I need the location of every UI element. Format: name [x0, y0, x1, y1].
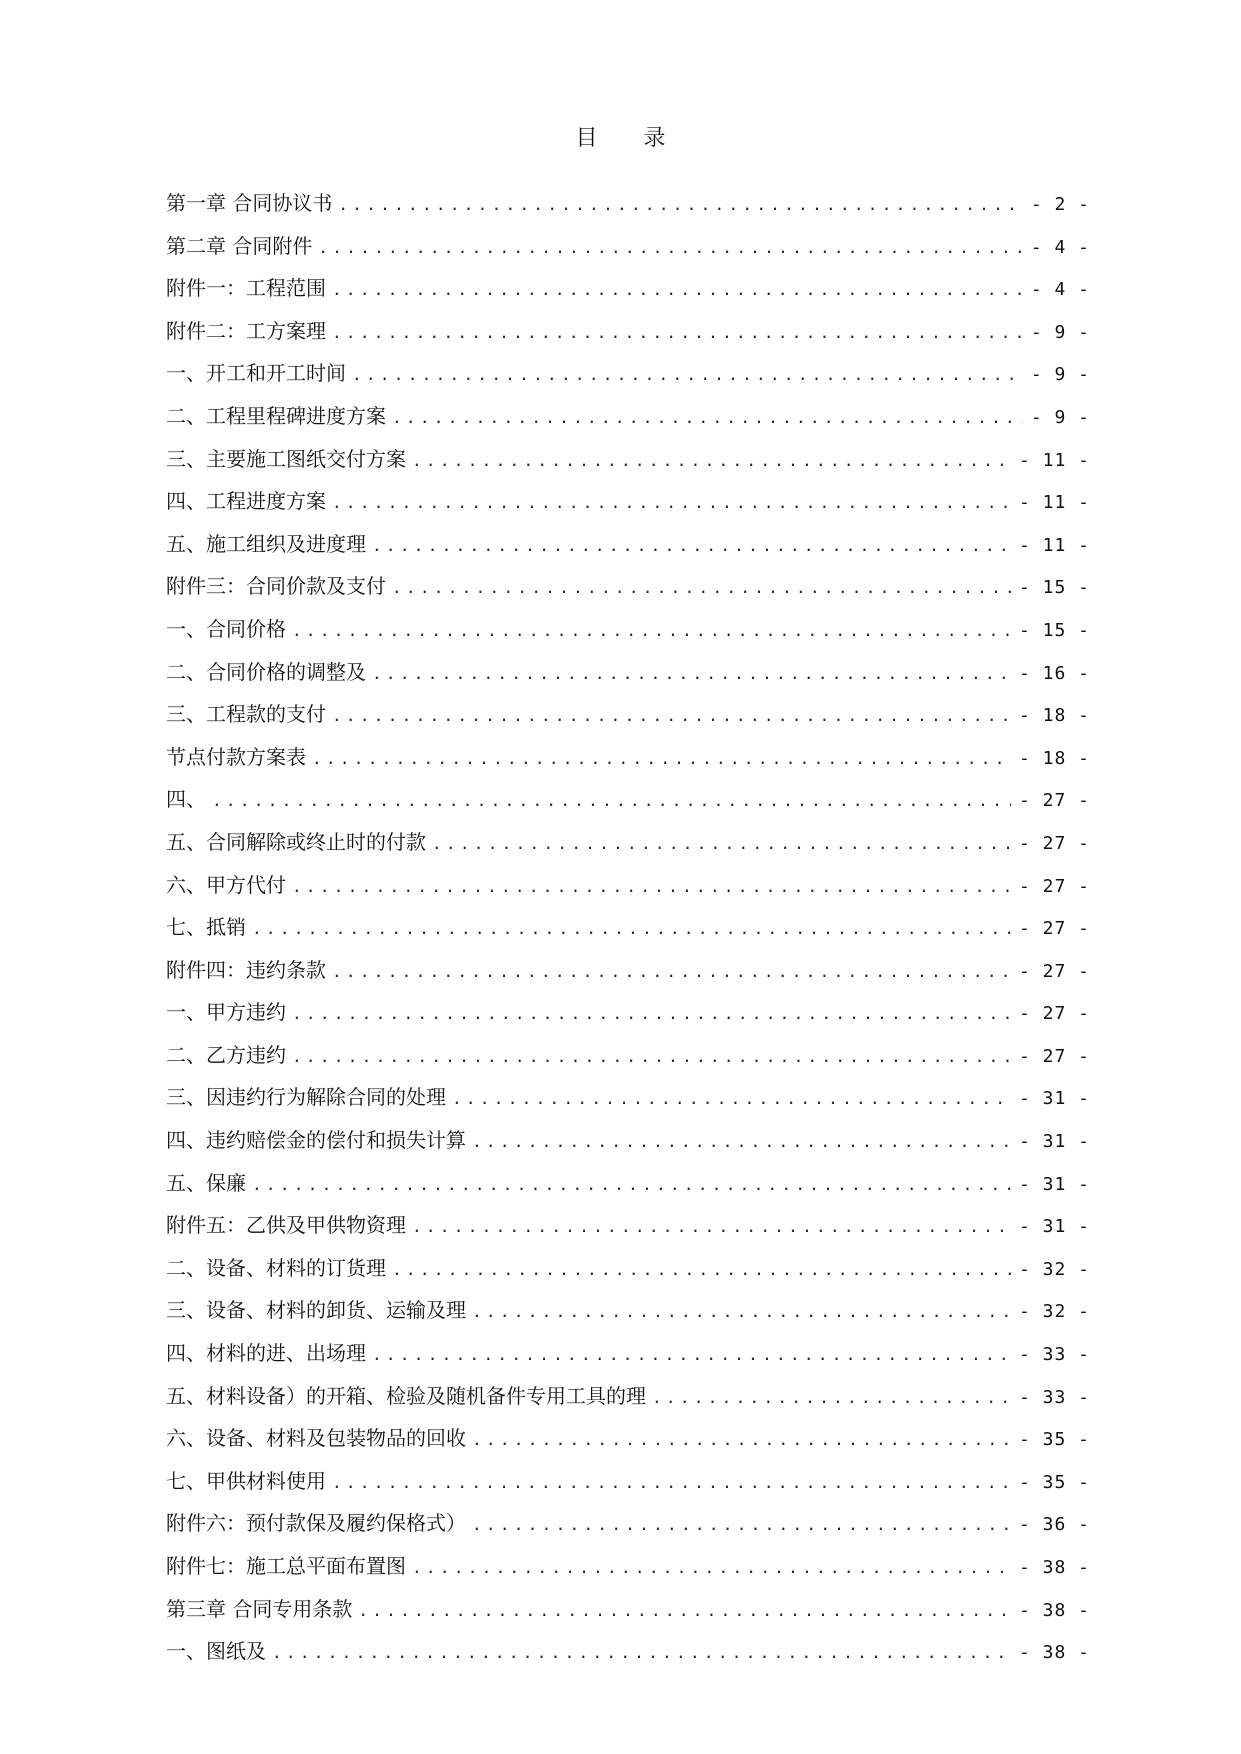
- toc-entry[interactable]: [166, 189, 1090, 232]
- toc-entry-label: 二、工程里程碑进度方案: [166, 403, 386, 428]
- toc-entry-label: 一、甲方违约: [166, 1000, 286, 1025]
- toc-entry-page-number: - 31 -: [1018, 1088, 1090, 1110]
- toc-dot-leader: [252, 1171, 1011, 1199]
- toc-dot-leader: [372, 532, 1011, 560]
- toc-dot-leader: [372, 660, 1011, 688]
- title-char-2: 录: [643, 126, 666, 151]
- toc-dot-leader: [332, 702, 1011, 730]
- toc-entry-page-number: - 31 -: [1018, 1216, 1090, 1238]
- toc-dot-leader: [252, 915, 1011, 943]
- toc-dot-leader: [652, 1384, 1011, 1412]
- toc-entry-label: 三、主要施工图纸交付方案: [166, 446, 406, 471]
- toc-entry-label: 第一章 合同协议书: [166, 191, 333, 215]
- toc-dot-leader: [472, 1298, 1011, 1326]
- toc-dot-leader: [392, 404, 1023, 432]
- toc-dot-leader: [412, 447, 1011, 475]
- toc-entry[interactable]: [166, 1254, 1090, 1297]
- toc-entry-label: 附件三：合同价款及支付: [166, 574, 386, 599]
- toc-entry-page-number: - 36 -: [1018, 1514, 1090, 1536]
- toc-entry-label: 五、施工组织及进度理: [166, 531, 366, 556]
- toc-entry-page-number: - 27 -: [1018, 832, 1090, 854]
- toc-entry-label: 七、甲供材料使用: [166, 1468, 326, 1493]
- toc-entry-page-number: - 27 -: [1018, 918, 1090, 940]
- toc-entry-page-number: - 27 -: [1018, 1003, 1090, 1025]
- toc-entry[interactable]: [166, 1339, 1090, 1382]
- toc-entry-label: 附件一：工程范围: [166, 276, 326, 301]
- toc-dot-leader: [332, 958, 1011, 986]
- toc-entry[interactable]: [166, 274, 1090, 317]
- toc-entry-page-number: - 9 -: [1030, 406, 1090, 428]
- toc-entry-page-number: - 38 -: [1018, 1599, 1090, 1621]
- toc-entry[interactable]: [166, 359, 1090, 402]
- toc-entry-page-number: - 11 -: [1018, 449, 1090, 471]
- toc-entry[interactable]: [166, 1637, 1090, 1680]
- toc-entry-label: 三、因违约行为解除合同的处理: [166, 1085, 446, 1110]
- toc-entry-page-number: - 11 -: [1018, 492, 1090, 514]
- toc-entry-label: 附件五：乙供及甲供物资理: [166, 1213, 406, 1238]
- toc-entry-page-number: - 32 -: [1018, 1301, 1090, 1323]
- toc-entry[interactable]: [166, 615, 1090, 658]
- toc-entry-label: 三、设备、材料的卸货、运输及理: [166, 1298, 466, 1323]
- toc-entry[interactable]: [166, 445, 1090, 488]
- toc-entry-label: 附件二：工方案理: [166, 318, 326, 343]
- toc-dot-leader: [292, 617, 1011, 645]
- toc-entry-page-number: - 9 -: [1030, 321, 1090, 343]
- toc-entry[interactable]: [166, 1211, 1090, 1254]
- toc-entry-page-number: - 27 -: [1018, 790, 1090, 812]
- toc-entry-label: 一、开工和开工时间: [166, 361, 346, 386]
- toc-dot-leader: [292, 1043, 1011, 1071]
- toc-entry[interactable]: [166, 871, 1090, 914]
- toc-dot-leader: [392, 574, 1011, 602]
- toc-entry-page-number: - 31 -: [1018, 1131, 1090, 1153]
- toc-entry-page-number: - 33 -: [1018, 1386, 1090, 1408]
- toc-entry-page-number: - 11 -: [1018, 534, 1090, 556]
- toc-dot-leader: [318, 234, 1022, 262]
- toc-entry-page-number: - 35 -: [1018, 1471, 1090, 1493]
- toc-dot-leader: [352, 361, 1023, 389]
- toc-entry[interactable]: [166, 1126, 1090, 1169]
- toc-entry-page-number: - 35 -: [1018, 1429, 1090, 1451]
- toc-entry-page-number: - 27 -: [1018, 960, 1090, 982]
- toc-entry-page-number: - 15 -: [1018, 577, 1090, 599]
- toc-dot-leader: [432, 830, 1011, 858]
- toc-entry[interactable]: [166, 1467, 1090, 1510]
- toc-entry[interactable]: [166, 658, 1090, 701]
- toc-entry-page-number: - 9 -: [1030, 364, 1090, 386]
- toc-entry[interactable]: [166, 1509, 1090, 1552]
- toc-entry-page-number: - 18 -: [1018, 705, 1090, 727]
- toc-dot-leader: [332, 276, 1023, 304]
- toc-entry[interactable]: [166, 402, 1090, 445]
- toc-entry-page-number: - 32 -: [1018, 1258, 1090, 1280]
- page-title: [0, 124, 1241, 154]
- toc-entry-label: 附件六：预付款保及履约保格式）: [166, 1511, 466, 1536]
- toc-entry-page-number: - 38 -: [1018, 1557, 1090, 1578]
- toc-dot-leader: [472, 1511, 1011, 1539]
- toc-dot-leader: [472, 1128, 1011, 1156]
- toc-entry[interactable]: [166, 1382, 1090, 1425]
- toc-entry[interactable]: [166, 998, 1090, 1041]
- toc-dot-leader: [272, 1639, 1011, 1667]
- toc-dot-leader: [292, 1000, 1011, 1028]
- toc-entry[interactable]: [166, 487, 1090, 530]
- toc-entry-label: 四、违约赔偿金的偿付和损失计算: [166, 1128, 466, 1153]
- toc-entry[interactable]: [166, 743, 1090, 786]
- toc-entry-label: 一、合同价格: [166, 616, 286, 641]
- toc-entry-label: 五、材料设备）的开箱、检验及随机备件专用工具的理: [166, 1383, 646, 1408]
- toc-entry-label: 四、: [166, 787, 206, 812]
- toc-entry-label: 附件七：施工总平面布置图: [166, 1554, 406, 1578]
- toc-dot-leader: [392, 1256, 1011, 1284]
- toc-entry[interactable]: [166, 1296, 1090, 1339]
- toc-entry-page-number: - 4 -: [1030, 236, 1090, 258]
- toc-entry-page-number: - 27 -: [1018, 875, 1090, 897]
- toc-entry-page-number: - 33 -: [1018, 1344, 1090, 1366]
- table-of-contents: [166, 189, 1090, 1680]
- toc-entry[interactable]: [166, 1041, 1090, 1084]
- toc-entry[interactable]: [166, 785, 1090, 828]
- toc-entry[interactable]: [166, 232, 1090, 275]
- toc-dot-leader: [472, 1426, 1011, 1454]
- toc-dot-leader: [358, 1597, 1011, 1625]
- toc-entry-label: 四、材料的进、出场理: [166, 1341, 366, 1366]
- toc-entry-label: 六、设备、材料及包装物品的回收: [166, 1426, 466, 1451]
- toc-entry[interactable]: [166, 530, 1090, 573]
- toc-entry-page-number: - 31 -: [1018, 1173, 1090, 1195]
- toc-entry-label: 五、合同解除或终止时的付款: [166, 829, 426, 854]
- toc-entry-label: 五、保廉: [166, 1170, 246, 1195]
- toc-entry-page-number: - 38 -: [1018, 1642, 1090, 1664]
- toc-entry[interactable]: [166, 1595, 1090, 1638]
- toc-entry-label: 三、工程款的支付: [166, 702, 326, 727]
- toc-dot-leader: [332, 489, 1011, 517]
- toc-dot-leader: [332, 1469, 1011, 1497]
- toc-entry[interactable]: [166, 1169, 1090, 1212]
- toc-entry[interactable]: [166, 700, 1090, 743]
- toc-entry-label: 节点付款方案表: [166, 744, 306, 769]
- toc-entry-page-number: - 27 -: [1018, 1045, 1090, 1067]
- toc-dot-leader: [332, 319, 1023, 347]
- toc-entry-page-number: - 16 -: [1018, 662, 1090, 684]
- toc-dot-leader: [412, 1554, 1011, 1582]
- toc-entry[interactable]: [166, 1083, 1090, 1126]
- toc-dot-leader: [312, 745, 1011, 773]
- toc-dot-leader: [212, 787, 1011, 815]
- title-char-1: 目: [575, 126, 598, 151]
- toc-entry-page-number: - 4 -: [1030, 279, 1090, 301]
- toc-entry[interactable]: [166, 828, 1090, 871]
- toc-entry-label: 二、合同价格的调整及: [166, 659, 366, 684]
- toc-dot-leader: [338, 191, 1022, 219]
- toc-entry-label: 七、抵销: [166, 915, 246, 940]
- toc-entry-label: 四、工程进度方案: [166, 489, 326, 514]
- toc-entry[interactable]: [166, 1552, 1090, 1595]
- toc-entry-page-number: - 15 -: [1018, 619, 1090, 641]
- toc-entry-label: 二、设备、材料的订货理: [166, 1255, 386, 1280]
- toc-dot-leader: [372, 1341, 1011, 1369]
- toc-entry[interactable]: [166, 913, 1090, 956]
- toc-dot-leader: [452, 1085, 1011, 1113]
- toc-entry[interactable]: [166, 956, 1090, 999]
- toc-entry[interactable]: [166, 1424, 1090, 1467]
- toc-entry-label: 二、乙方违约: [166, 1042, 286, 1067]
- toc-entry-label: 第二章 合同附件: [166, 233, 313, 258]
- toc-entry[interactable]: [166, 317, 1090, 360]
- toc-entry-label: 一、图纸及: [166, 1639, 266, 1664]
- toc-entry-label: 六、甲方代付: [166, 872, 286, 897]
- toc-entry-page-number: - 2 -: [1030, 194, 1090, 215]
- toc-entry-label: 第三章 合同专用条款: [166, 1596, 353, 1621]
- toc-dot-leader: [292, 873, 1011, 901]
- toc-entry[interactable]: [166, 572, 1090, 615]
- toc-entry-page-number: - 18 -: [1018, 747, 1090, 769]
- toc-entry-label: 附件四：违约条款: [166, 957, 326, 982]
- toc-dot-leader: [412, 1213, 1011, 1241]
